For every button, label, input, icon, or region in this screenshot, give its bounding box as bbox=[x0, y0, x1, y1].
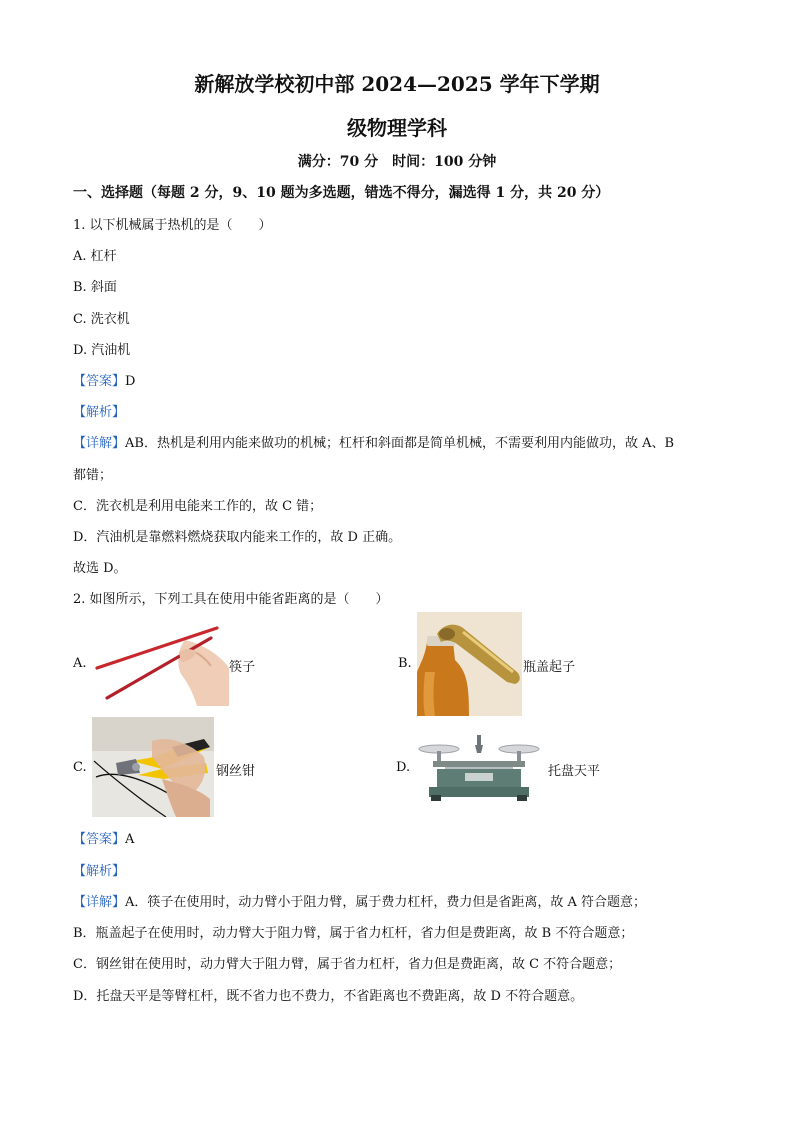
pliers-image bbox=[92, 717, 214, 817]
question-1-option-a: A. 杠杆 bbox=[73, 249, 117, 264]
question-2-option-b-letter: B. bbox=[398, 656, 412, 671]
question-2-stem: 2. 如图所示，下列工具在使用中能省距离的是（ ） bbox=[73, 592, 389, 607]
question-1-detail-line-4: D．汽油机是靠燃料燃烧获取内能来工作的，故 D 正确。 bbox=[73, 530, 402, 545]
question-1-answer bbox=[73, 370, 135, 389]
chopsticks-image bbox=[93, 622, 229, 706]
detail-tag: 【详解】 bbox=[73, 436, 126, 451]
question-1-stem: 1. 以下机械属于热机的是（ ） bbox=[73, 218, 272, 233]
answer-value: D bbox=[125, 374, 136, 389]
question-2-detail-line-1 bbox=[73, 891, 646, 910]
question-2-detail-line-3: C．钢丝钳在使用时，动力臂大于阻力臂，属于省力杠杆，省力但是费距离，故 C 不符合题意； bbox=[73, 957, 622, 972]
document-subtitle: 级物理学科 bbox=[347, 116, 447, 140]
question-2-option-d-label: 托盘天平 bbox=[548, 764, 601, 779]
section-heading: 一、选择题（每题 2 分，9、10 题为多选题，错选不得分，漏选得 1 分，共 20 分） bbox=[73, 185, 610, 201]
answer-value: A bbox=[125, 832, 135, 847]
detail-text: A．筷子在使用时，动力臂小于阻力臂，属于费力杠杆，费力但是省距离，故 A 符合题意； bbox=[125, 895, 647, 910]
answer-tag: 【答案】 bbox=[73, 374, 126, 389]
question-2-answer bbox=[73, 828, 134, 847]
question-2-option-d-letter: D. bbox=[396, 760, 411, 775]
question-1-option-c: C. 洗衣机 bbox=[73, 312, 130, 327]
detail-text: AB．热机是利用内能来做功的机械；杠杆和斜面都是简单机械，不需要利用内能做功，故 A、B bbox=[125, 436, 675, 451]
exam-meta: 满分：70 分 时间：100 分钟 bbox=[297, 154, 497, 170]
question-2-detail-line-2: B．瓶盖起子在使用时，动力臂大于阻力臂，属于省力杠杆，省力但是费距离，故 B 不符合题意； bbox=[73, 926, 634, 941]
question-2-option-c-letter: C. bbox=[73, 760, 87, 775]
question-1-analysis-tag: 【解析】 bbox=[73, 405, 126, 420]
question-1-detail-line-2: 都错； bbox=[73, 468, 113, 483]
answer-tag: 【答案】 bbox=[73, 832, 126, 847]
detail-tag: 【详解】 bbox=[73, 895, 126, 910]
question-1-detail-line-3: C．洗衣机是利用电能来工作的，故 C 错； bbox=[73, 499, 323, 514]
question-1-option-d: D. 汽油机 bbox=[73, 343, 131, 358]
question-1-option-b: B. 斜面 bbox=[73, 280, 117, 295]
bottle-opener-image bbox=[417, 612, 522, 716]
question-2-option-b-label: 瓶盖起子 bbox=[523, 660, 576, 675]
balance-scale-image bbox=[417, 733, 541, 803]
question-2-detail-line-4: D．托盘天平是等臂杠杆，既不省力也不费力，不省距离也不费距离，故 D 不符合题意。 bbox=[73, 989, 584, 1004]
question-1-detail-line-1 bbox=[73, 432, 674, 451]
question-2-analysis-tag: 【解析】 bbox=[73, 864, 126, 879]
question-2-option-a-letter: A. bbox=[73, 656, 87, 671]
document-title: 新解放学校初中部 2024—2025 学年下学期 bbox=[194, 72, 600, 96]
question-2-option-c-label: 钢丝钳 bbox=[216, 764, 256, 779]
question-2-option-a-label: 筷子 bbox=[229, 660, 256, 675]
question-1-detail-line-5: 故选 D。 bbox=[73, 561, 127, 576]
